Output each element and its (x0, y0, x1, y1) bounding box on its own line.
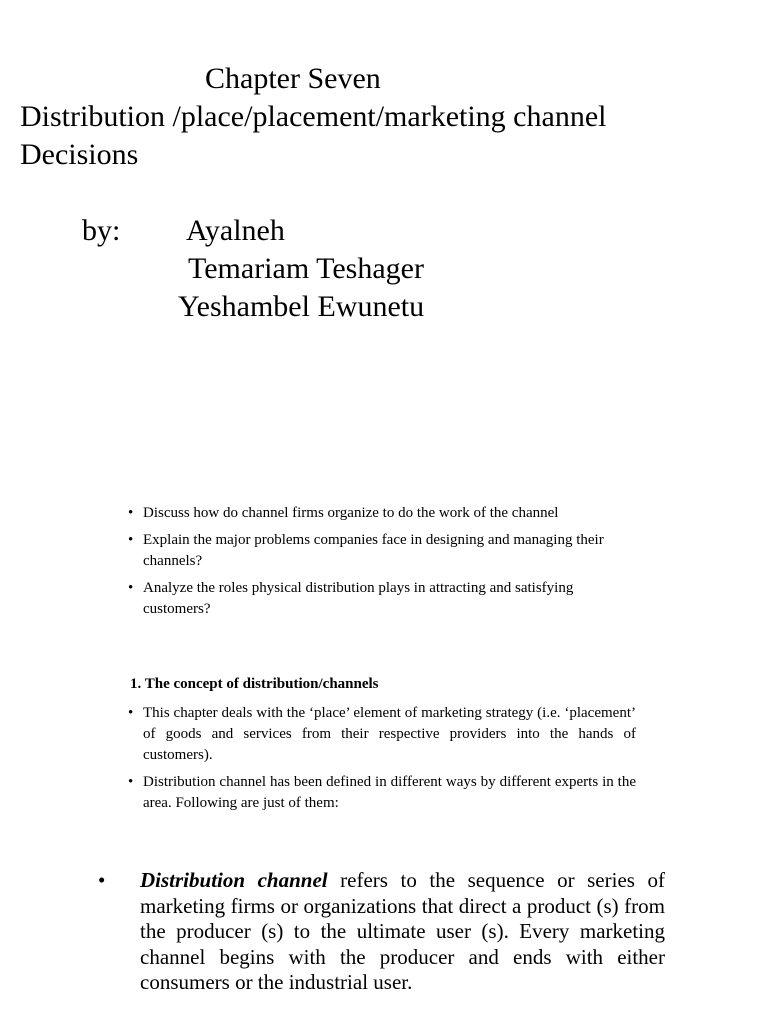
concept-list (128, 703, 636, 820)
by-label: by: (82, 214, 121, 247)
list-item (128, 578, 636, 620)
list-item (128, 503, 636, 524)
list-item-text: Discuss how do channel firms organize to do the work of the channel (143, 505, 559, 521)
author-name: Yeshambel Ewunetu (178, 290, 425, 323)
list-item (128, 530, 636, 572)
list-item (128, 703, 636, 766)
list-item (128, 772, 636, 814)
list-item-text: Explain the major problems companies face in designing and managing their channels? (143, 532, 604, 569)
bullet: • (128, 580, 134, 596)
definition-list (98, 868, 665, 996)
chapter-title-line-2: Decisions (20, 138, 139, 171)
list-item-text: Distribution channel has been defined in different ways by different experts in the area. Following are just of them: (143, 774, 636, 811)
defined-term: Distribution channel (140, 868, 328, 892)
definition-item (98, 868, 665, 996)
author-name: Ayalneh (186, 214, 285, 247)
list-item-text: Analyze the roles physical distribution plays in attracting and satisfying customers? (143, 580, 574, 617)
bullet: • (128, 532, 134, 548)
list-item-text: This chapter deals with the ‘place’ element of marketing strategy (i.e. ‘placement’ of goods and services from their respective providers into the hands of customers). (143, 705, 636, 763)
section-heading: 1. The concept of distribution/channels (130, 676, 379, 692)
bullet: • (128, 774, 134, 790)
chapter-title-line-1: Distribution /place/placement/marketing channel (20, 100, 607, 133)
definition-text: refers to the sequence or series of marketing firms or organizations that direct a product (s) from the producer (s) to the ultimate user (s). Every marketing channel begins with the producer and ends with either consumers or the industrial user. (140, 868, 665, 995)
chapter-label: Chapter Seven (205, 62, 381, 95)
objectives-list (128, 503, 636, 626)
bullet: • (128, 705, 134, 721)
bullet: • (128, 505, 134, 521)
author-name: Temariam Teshager (188, 252, 424, 285)
bullet: • (98, 868, 106, 892)
